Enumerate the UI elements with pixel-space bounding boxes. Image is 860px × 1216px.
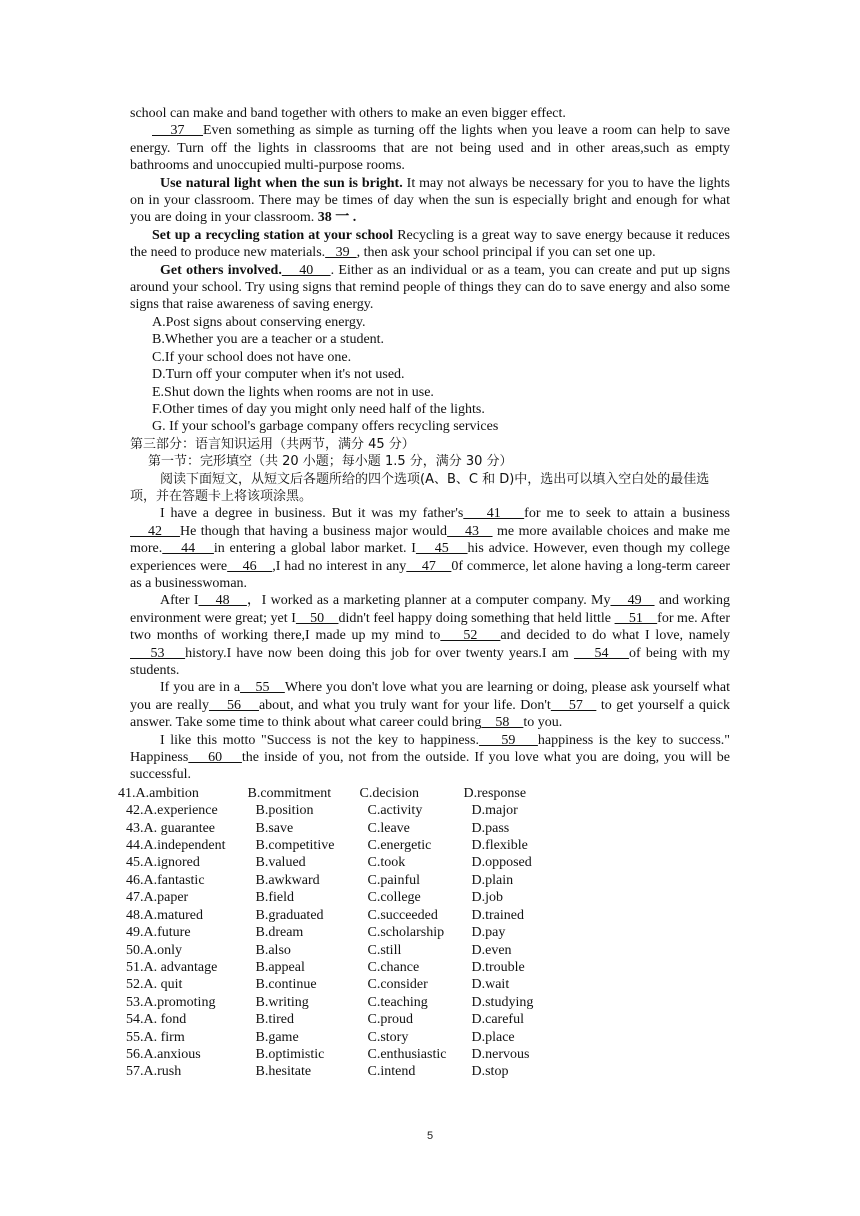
choice-option-b: B.awkward bbox=[255, 872, 320, 888]
blank-49: 49 bbox=[610, 593, 655, 609]
blank-46: 46 bbox=[227, 558, 273, 574]
choice-row-44 bbox=[118, 837, 730, 854]
option-c: C.If your school does not have one. bbox=[152, 349, 352, 365]
choice-option-c: C.still bbox=[367, 942, 402, 958]
choice-option-d: D.response bbox=[463, 785, 527, 801]
choice-option-a: A. quit bbox=[143, 977, 183, 993]
choice-option-d: D.plain bbox=[471, 872, 514, 888]
cloze-text: Where you don't love what you are learning or doing, please ask yourself what you are really bbox=[130, 680, 730, 713]
choice-option-c: C.consider bbox=[367, 977, 428, 993]
choice-option-c: C.proud bbox=[367, 1012, 413, 1028]
choice-option-d: D.stop bbox=[471, 1064, 509, 1080]
paragraph-39-text-1: Recycling is a great way to save energy because it reduces the need to produce new materials. bbox=[130, 227, 730, 261]
choice-option-c: C.intend bbox=[367, 1064, 416, 1080]
choice-option-c: C.took bbox=[367, 855, 406, 871]
cloze-text: about, and what you truly want for your life. Don't bbox=[258, 697, 551, 713]
cloze-text: ,I had no interest in any bbox=[272, 558, 407, 574]
choice-option-b: B.hesitate bbox=[255, 1064, 312, 1080]
choice-option-a: A.rush bbox=[143, 1064, 182, 1080]
choice-option-a: A.promoting bbox=[143, 994, 216, 1010]
section-instruction: 阅读下面短文，从短文后各题所给的四个选项(A、B、C 和 D)中，选出可以填入空白处的最佳选项，并在答题卡上将该项涂黑。 bbox=[130, 471, 710, 504]
choice-row-47 bbox=[118, 889, 730, 906]
heading-recycling-station: Set up a recycling station at your school bbox=[152, 227, 394, 243]
choice-option-a: A.matured bbox=[143, 907, 203, 923]
question-number: 57. bbox=[126, 1064, 144, 1080]
choice-option-b: B.save bbox=[255, 820, 294, 836]
question-number: 45. bbox=[126, 855, 144, 871]
passage-line: school can make and band together with others to make an even bigger effect. bbox=[130, 106, 566, 121]
choice-option-d: D.opposed bbox=[471, 855, 532, 871]
choice-option-d: D.studying bbox=[471, 994, 534, 1010]
choice-option-c: C.decision bbox=[359, 785, 419, 801]
cloze-text: for me to seek to attain a business bbox=[524, 506, 730, 522]
heading-others-involved: Get others involved. bbox=[160, 262, 282, 278]
paragraph-38-text: It may not always be necessary for you to have the lights on in your classroom. There may be times of day when the sun is especially bright and enough for what you are doing in your classroom. bbox=[130, 175, 730, 226]
choice-option-d: D.nervous bbox=[471, 1046, 530, 1062]
cloze-text: of being with my students. bbox=[130, 645, 731, 678]
choice-option-b: B.appeal bbox=[255, 959, 305, 975]
question-number: 51. bbox=[126, 959, 144, 975]
choice-option-b: B.position bbox=[255, 803, 314, 819]
paragraph-39-text-2: , then ask your school principal if you can set one up. bbox=[356, 245, 656, 261]
cloze-text: in entering a global labor market. I bbox=[213, 541, 416, 557]
blank-57: 57 bbox=[550, 697, 597, 713]
cloze-text: his advice. However, even though my college experiences were bbox=[130, 541, 731, 574]
blank-54: 54 bbox=[573, 645, 630, 661]
choice-row-50 bbox=[118, 942, 730, 959]
blank-52: 52 bbox=[440, 628, 501, 644]
blank-50: 50 bbox=[295, 610, 339, 626]
question-number: 46. bbox=[126, 872, 144, 888]
paragraph-38 bbox=[130, 175, 730, 227]
page-content bbox=[118, 105, 731, 1081]
choice-row-43 bbox=[118, 820, 730, 837]
choice-option-b: B.competitive bbox=[255, 838, 335, 854]
option-e: E.Shut down the lights when rooms are not in use. bbox=[152, 384, 434, 400]
choice-row-49 bbox=[118, 924, 730, 941]
choice-option-a: A.ignored bbox=[143, 855, 200, 871]
blank-55: 55 bbox=[240, 680, 285, 696]
blank-40: 40 bbox=[281, 262, 331, 278]
blank-58: 58 bbox=[481, 715, 524, 731]
choice-option-a: A. fond bbox=[143, 1012, 187, 1028]
cloze-text: If you are in a bbox=[160, 680, 241, 696]
cloze-text: He though that having a business major would bbox=[179, 523, 448, 539]
paragraph-40-text: . Either as an individual or as a team, you can create and put up signs around your school. Try using signs that remind people of things they can do to save energy and also some signs that raise awareness of saving energy. bbox=[130, 262, 731, 313]
cloze-text: me more available choices and make me more. bbox=[130, 523, 731, 557]
cloze-text: to you. bbox=[523, 715, 563, 731]
choice-option-d: D.wait bbox=[471, 977, 510, 993]
choice-option-b: B.also bbox=[255, 942, 291, 958]
cloze-text: ，I worked as a marketing planner at a computer company. My bbox=[246, 593, 611, 609]
blank-48: 48 bbox=[198, 593, 247, 609]
cloze-answer-choices bbox=[118, 785, 730, 1081]
choice-option-d: D.pay bbox=[471, 925, 506, 941]
question-number: 41. bbox=[118, 785, 136, 801]
choice-row-46 bbox=[118, 872, 730, 889]
choice-option-d: D.major bbox=[471, 803, 518, 819]
choice-row-55 bbox=[118, 1029, 730, 1046]
cloze-text: the inside of you, not from the outside. If you love what you are doing, you will be successful. bbox=[130, 750, 730, 783]
option-f: F.Other times of day you might only need half of the lights. bbox=[152, 401, 485, 417]
blank-41: 41 bbox=[463, 506, 525, 522]
choice-option-b: B.tired bbox=[255, 1012, 294, 1028]
blank-60: 60 bbox=[188, 750, 242, 766]
choice-option-a: A.independent bbox=[143, 838, 226, 854]
cloze-text: and working environment were great; yet I bbox=[130, 593, 731, 626]
choice-option-a: A.future bbox=[143, 925, 191, 941]
blank-43: 43 bbox=[447, 523, 493, 539]
choice-option-c: C.teaching bbox=[367, 994, 428, 1010]
blank-47: 47 bbox=[406, 558, 452, 574]
choice-option-b: B.field bbox=[255, 890, 294, 906]
seven-choice-options bbox=[130, 314, 730, 436]
choice-row-54 bbox=[118, 1011, 730, 1028]
cloze-text: didn't feel happy doing something that held little bbox=[338, 610, 615, 626]
cloze-text: to get yourself a quick answer. Take some time to think about what career could bring bbox=[130, 697, 731, 731]
cloze-text: happiness is the key to success." Happiness bbox=[130, 732, 730, 766]
choice-option-a: A.ambition bbox=[135, 785, 199, 801]
question-number: 53. bbox=[126, 994, 144, 1010]
blank-38: 38 一 . bbox=[317, 210, 357, 226]
choice-option-d: D.careful bbox=[471, 1012, 524, 1028]
cloze-paragraph-3 bbox=[130, 679, 730, 731]
cloze-text: 0f commerce, let alone having a long-term career as a businesswoman. bbox=[130, 558, 731, 591]
choice-option-a: A.anxious bbox=[143, 1046, 201, 1062]
choice-option-a: A.only bbox=[143, 942, 182, 958]
choice-option-a: A.experience bbox=[143, 803, 218, 819]
choice-option-c: C.chance bbox=[367, 959, 420, 975]
choice-option-c: C.leave bbox=[367, 820, 410, 836]
choice-row-45 bbox=[118, 854, 730, 871]
choice-option-a: A.paper bbox=[143, 890, 189, 906]
choice-option-d: D.even bbox=[471, 942, 512, 958]
blank-39: 39 bbox=[325, 245, 357, 261]
choice-option-d: D.flexible bbox=[471, 838, 528, 854]
choice-option-d: D.trouble bbox=[471, 959, 525, 975]
question-number: 48. bbox=[126, 907, 144, 923]
choice-option-c: C.activity bbox=[367, 803, 423, 819]
question-number: 43. bbox=[126, 820, 144, 836]
choice-option-c: C.enthusiastic bbox=[367, 1046, 447, 1062]
cloze-text: for me. After two months of working there,I made up my mind to bbox=[130, 610, 730, 644]
choice-row-53 bbox=[118, 994, 730, 1011]
choice-option-c: C.scholarship bbox=[367, 925, 445, 941]
question-number: 49. bbox=[126, 925, 144, 941]
question-number: 52. bbox=[126, 977, 144, 993]
cloze-text: and decided to do what I love, namely bbox=[500, 628, 730, 644]
option-a: A.Post signs about conserving energy. bbox=[152, 314, 366, 330]
choice-row-51 bbox=[118, 959, 730, 976]
cloze-paragraph-1 bbox=[130, 505, 730, 592]
choice-option-d: D.place bbox=[471, 1029, 515, 1045]
blank-53: 53 bbox=[130, 645, 186, 661]
choice-option-a: A. firm bbox=[143, 1029, 185, 1045]
choice-option-c: C.succeeded bbox=[367, 907, 438, 923]
blank-45: 45 bbox=[415, 541, 468, 557]
blank-37: 37 bbox=[152, 123, 203, 139]
paragraph-40 bbox=[130, 262, 730, 314]
cloze-paragraph-2 bbox=[130, 592, 730, 679]
paragraph-39 bbox=[130, 227, 730, 262]
cloze-text: history.I have now been doing this job for over twenty years.I am bbox=[185, 645, 574, 661]
choice-option-c: C.painful bbox=[367, 872, 420, 888]
choice-option-c: C.energetic bbox=[367, 838, 432, 854]
option-d: D.Turn off your computer when it's not used. bbox=[152, 367, 405, 383]
choice-option-c: C.college bbox=[367, 890, 421, 906]
heading-natural-light: Use natural light when the sun is bright. bbox=[160, 175, 403, 191]
choice-option-b: B.commitment bbox=[247, 785, 332, 801]
paragraph-37-text: Even something as simple as turning off the lights when you leave a room can help to save energy. Turn off the lights in classrooms that are not being used and in other areas,such as empty bathrooms and unoccupied multi-purpose rooms. bbox=[130, 123, 731, 174]
choice-option-d: D.trained bbox=[471, 907, 524, 923]
section-title: 第三部分：语言知识运用（共两节，满分 45 分） bbox=[130, 436, 415, 452]
choice-option-b: B.optimistic bbox=[255, 1046, 325, 1062]
choice-row-42 bbox=[118, 802, 730, 819]
choice-option-b: B.writing bbox=[255, 994, 309, 1010]
question-number: 47. bbox=[126, 890, 144, 906]
choice-option-b: B.dream bbox=[255, 925, 304, 941]
choice-option-a: A. advantage bbox=[143, 959, 218, 975]
choice-row-41 bbox=[118, 785, 730, 802]
option-b: B.Whether you are a teacher or a student. bbox=[152, 332, 385, 348]
choice-option-b: B.graduated bbox=[255, 907, 324, 923]
question-number: 44. bbox=[126, 838, 144, 854]
blank-44: 44 bbox=[162, 541, 214, 557]
choice-option-b: B.game bbox=[255, 1029, 299, 1045]
blank-56: 56 bbox=[208, 697, 259, 713]
choice-row-57 bbox=[118, 1063, 730, 1080]
cloze-paragraph-4 bbox=[130, 732, 730, 784]
choice-option-d: D.pass bbox=[471, 820, 510, 836]
blank-42: 42 bbox=[130, 523, 180, 539]
page-number: 5 bbox=[426, 1130, 434, 1142]
question-number: 55. bbox=[126, 1029, 144, 1045]
choice-option-b: B.continue bbox=[255, 977, 317, 993]
cloze-text: I like this motto "Success is not the key to happiness. bbox=[160, 732, 479, 748]
question-number: 42. bbox=[126, 803, 144, 819]
choice-option-c: C.story bbox=[367, 1029, 409, 1045]
choice-option-d: D.job bbox=[471, 890, 503, 906]
section-subtitle: 第一节：完形填空（共 20 小题；每小题 1.5 分，满分 30 分） bbox=[148, 454, 513, 470]
choice-option-a: A. guarantee bbox=[143, 820, 216, 836]
blank-51: 51 bbox=[614, 610, 658, 626]
option-g: G. If your school's garbage company offers recycling services bbox=[152, 419, 499, 435]
question-number: 50. bbox=[126, 942, 144, 958]
cloze-text: I have a degree in business. But it was my father's bbox=[160, 506, 464, 522]
choice-row-52 bbox=[118, 976, 730, 993]
choice-option-b: B.valued bbox=[255, 855, 306, 871]
paragraph-37 bbox=[130, 122, 730, 174]
choice-option-a: A.fantastic bbox=[143, 872, 205, 888]
cloze-text: After I bbox=[160, 593, 199, 609]
question-number: 56. bbox=[126, 1046, 144, 1062]
choice-row-56 bbox=[118, 1046, 730, 1063]
blank-59: 59 bbox=[478, 732, 538, 748]
question-number: 54. bbox=[126, 1012, 144, 1028]
choice-row-48 bbox=[118, 907, 730, 924]
